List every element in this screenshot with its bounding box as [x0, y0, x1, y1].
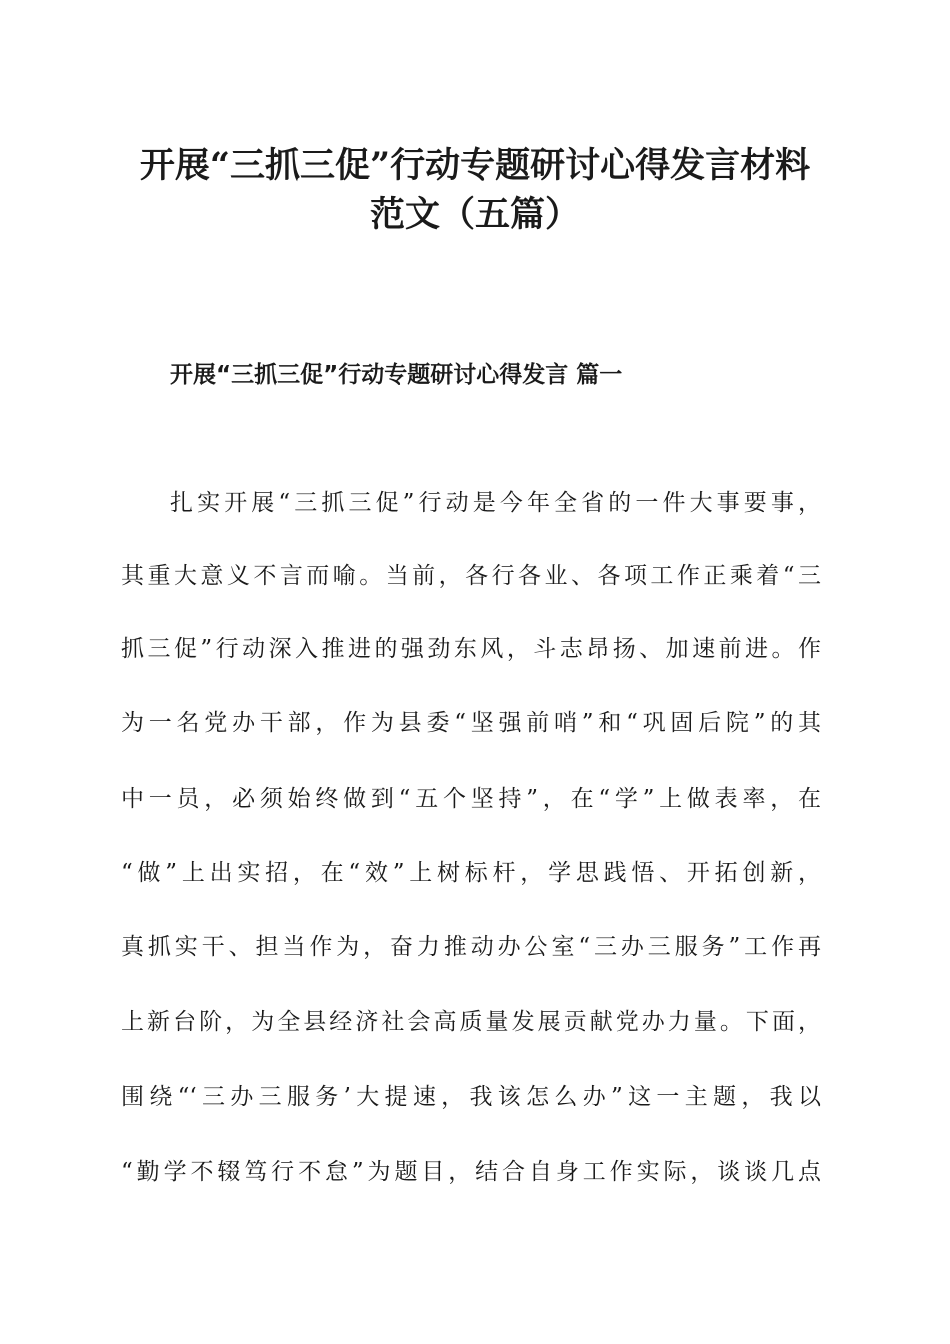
- paragraph-line: “勤学不辍笃行不怠”为题目，结合自身工作实际，谈谈几点: [121, 1159, 821, 1185]
- paragraph-line: 为一名党办干部，作为县委“坚强前哨”和“巩固后院”的其: [121, 710, 821, 736]
- paragraph-line: 围绕“‘三办三服务’大提速，我该怎么办”这一主题，我以: [121, 1084, 821, 1110]
- paragraph-line: 真抓实干、担当作为，奋力推动办公室“三办三服务”工作再: [121, 934, 821, 960]
- paragraph-line: 中一员，必须始终做到“五个坚持”，在“学”上做表率，在: [121, 786, 821, 812]
- paragraph-line: 抓三促”行动深入推进的强劲东风，斗志昂扬、加速前进。作: [121, 636, 821, 662]
- paragraph-line: 扎实开展“三抓三促”行动是今年全省的一件大事要事，: [170, 490, 821, 516]
- section-heading: 开展“三抓三促”行动专题研讨心得发言 篇一: [170, 362, 623, 388]
- document-title-line-2: 范文（五篇）: [369, 194, 580, 235]
- paragraph-line: “做”上出实招，在“效”上树标杆，学思践悟、开拓创新，: [121, 860, 821, 886]
- document-title-line-1: 开展“三抓三促”行动专题研讨心得发言材料: [139, 145, 811, 186]
- paragraph-line: 上新台阶，为全县经济社会高质量发展贡献党办力量。下面，: [121, 1009, 821, 1035]
- paragraph-line: 其重大意义不言而喻。当前，各行各业、各项工作正乘着“三: [121, 563, 821, 589]
